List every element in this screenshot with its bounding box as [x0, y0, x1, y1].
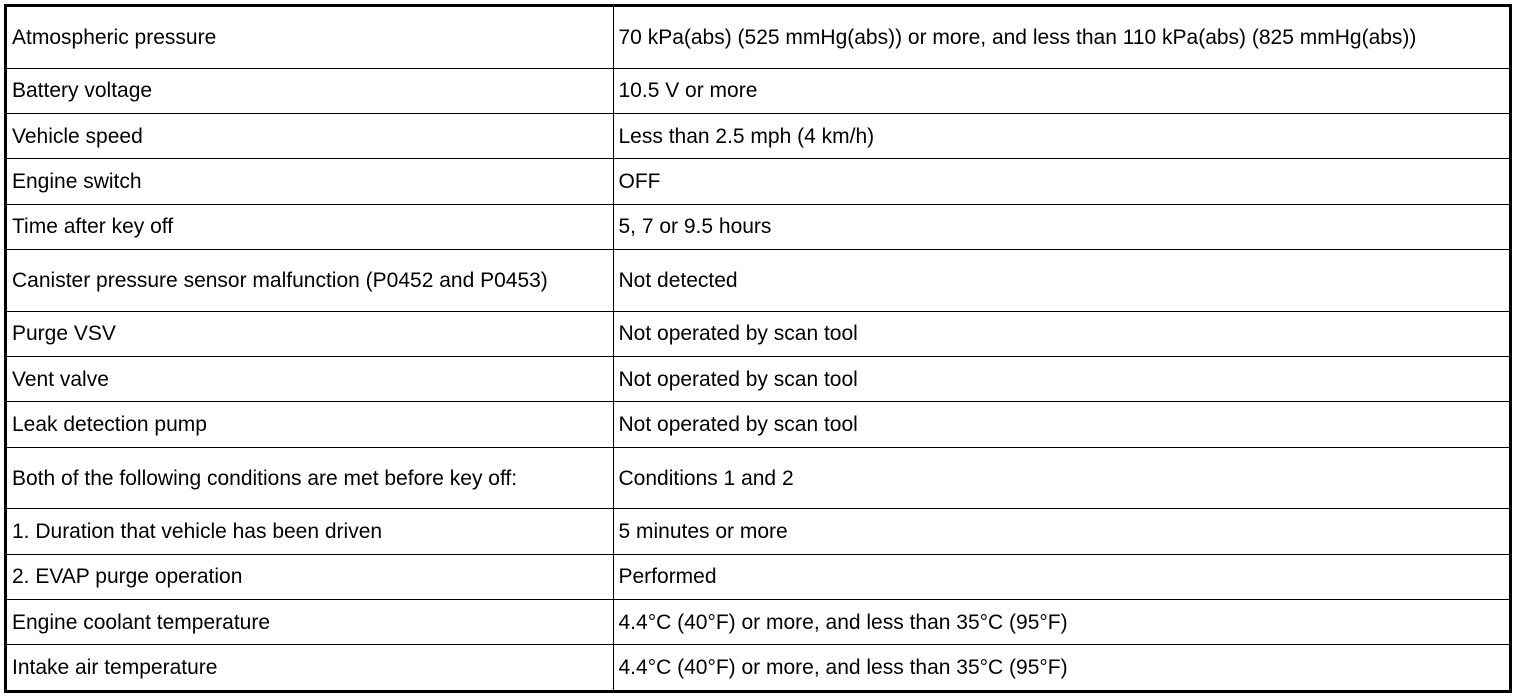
condition-item-cell: Canister pressure sensor malfunction (P0452 and P0453) [7, 250, 613, 312]
condition-item-cell: Intake air temperature [7, 645, 613, 690]
condition-item-cell: Time after key off [7, 204, 613, 249]
condition-item-cell: 2. EVAP purge operation [7, 554, 613, 599]
table-row [7, 7, 1509, 68]
table-row [7, 311, 1509, 356]
condition-item-cell: Engine coolant temperature [7, 600, 613, 645]
table-row [7, 600, 1509, 645]
condition-item-cell: Vent valve [7, 357, 613, 402]
condition-value-cell: OFF [613, 159, 1509, 204]
table-row [7, 68, 1509, 113]
condition-item-cell: Engine switch [7, 159, 613, 204]
condition-item-cell: Battery voltage [7, 68, 613, 113]
conditions-table-frame [4, 4, 1512, 693]
condition-value-cell: Conditions 1 and 2 [613, 447, 1509, 509]
condition-value-cell: 5, 7 or 9.5 hours [613, 204, 1509, 249]
table-row [7, 402, 1509, 447]
condition-value-cell: 70 kPa(abs) (525 mmHg(abs)) or more, and less than 110 kPa(abs) (825 mmHg(abs)) [613, 7, 1509, 68]
condition-value-cell: 10.5 V or more [613, 68, 1509, 113]
condition-value-cell: Not operated by scan tool [613, 311, 1509, 356]
table-row [7, 447, 1509, 509]
condition-value-cell: Performed [613, 554, 1509, 599]
condition-item-cell: Purge VSV [7, 311, 613, 356]
table-row [7, 509, 1509, 554]
table-row [7, 554, 1509, 599]
table-row [7, 250, 1509, 312]
condition-value-cell: Not operated by scan tool [613, 402, 1509, 447]
condition-value-cell: Less than 2.5 mph (4 km/h) [613, 113, 1509, 158]
condition-value-cell: 4.4°C (40°F) or more, and less than 35°C (95°F) [613, 600, 1509, 645]
condition-item-cell: Atmospheric pressure [7, 7, 613, 68]
table-row [7, 113, 1509, 158]
conditions-table [7, 7, 1509, 690]
condition-value-cell: Not operated by scan tool [613, 357, 1509, 402]
table-row [7, 645, 1509, 690]
table-row [7, 159, 1509, 204]
condition-item-cell: Vehicle speed [7, 113, 613, 158]
condition-item-cell: Leak detection pump [7, 402, 613, 447]
condition-item-cell: Both of the following conditions are met before key off: [7, 447, 613, 509]
condition-value-cell: 5 minutes or more [613, 509, 1509, 554]
condition-item-cell: 1. Duration that vehicle has been driven [7, 509, 613, 554]
condition-value-cell: Not detected [613, 250, 1509, 312]
table-row [7, 204, 1509, 249]
condition-value-cell: 4.4°C (40°F) or more, and less than 35°C (95°F) [613, 645, 1509, 690]
table-row [7, 357, 1509, 402]
